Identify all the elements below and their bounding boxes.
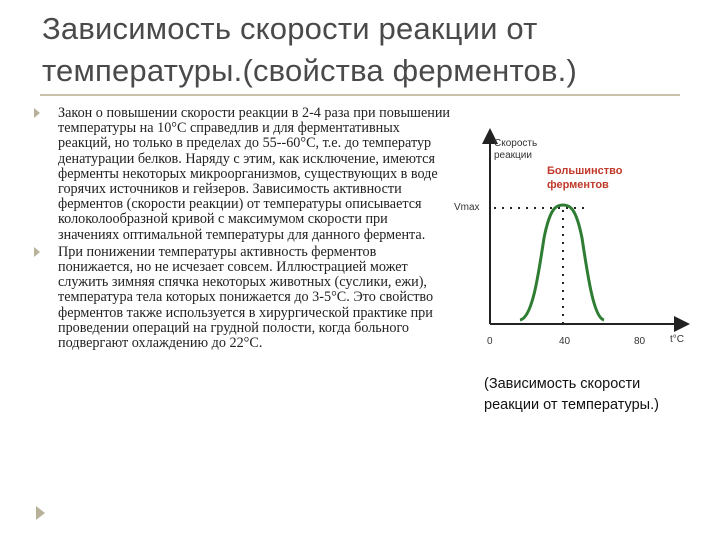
- triangle-bullet-icon: [34, 247, 40, 257]
- corner-arrow-icon: [36, 506, 45, 520]
- bullet-list: [34, 106, 452, 353]
- y-axis-label: реакции: [494, 150, 532, 161]
- vmax-label: Vmax: [454, 202, 480, 213]
- triangle-bullet-icon: [34, 108, 40, 118]
- bullet-item: [34, 106, 452, 243]
- bullet-text: Закон о повышении скорости реакции в 2-4 раза при повышении температуры на 10°С справедлив и для ферментативных реакций, но только в пределах до 55--60°С, т.е. до температур денатурации белков. Наряду с этим, как исключение, имеются ферменты некоторых микроорганизмов, существующих в воде горячих источников и гейзеров. Зависимость активности ферментов (скорости реакции) от температуры описывается колоколообразной кривой с максимумом скорости при значениях оптимальной температуры для данного фермента.: [58, 105, 451, 243]
- curve-label: Большинство: [547, 165, 623, 177]
- slide-title: Зависимость скорости реакции от температуры.(свойства ферментов.): [42, 11, 577, 88]
- curve-label: ферментов: [547, 179, 609, 191]
- bell-curve: [520, 205, 604, 320]
- temperature-graph: [450, 128, 700, 358]
- bullet-text: При понижении температуры активность ферментов понижается, но не исчезает совсем. Иллюстрацией может служить зимняя спячка некоторых животных (суслики, ежи), температура тела которых понижается до 3-5°С. Это свойство ферментов также используется в хирургической практике при проведении операций на грудной полости, когда больного подвергают охлаждению до 22°С.: [58, 243, 434, 352]
- bullet-item: [34, 245, 452, 351]
- graph-caption: (Зависимость скорости реакции от температуры.): [484, 376, 659, 413]
- x-tick-label: 80: [634, 336, 646, 347]
- x-tick-label: 0: [487, 336, 493, 347]
- x-tick-label: 40: [559, 336, 571, 347]
- title-divider: [40, 94, 680, 96]
- x-axis-label: t°C: [670, 334, 684, 345]
- y-axis-label: Скорость: [494, 138, 538, 149]
